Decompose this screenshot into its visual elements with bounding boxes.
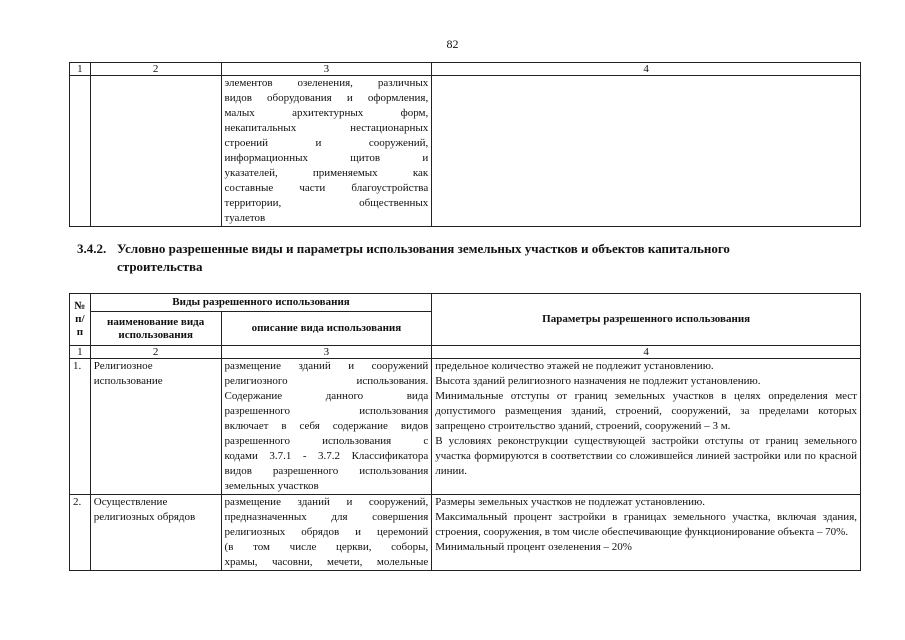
column-number-row xyxy=(70,63,861,76)
param-text: В условиях реконструкции существующей застройки отступы от границ земельного участка формируются в соответствии со сложившейся линией застройки или по красной линии. xyxy=(435,435,857,477)
desc-line: туалетов xyxy=(224,212,266,224)
desc-line: религиозного использования. xyxy=(224,375,429,387)
desc-line: элементов озеленения, различных xyxy=(224,77,429,89)
col-number-4: 4 xyxy=(432,63,861,76)
cell-num: 2. xyxy=(70,495,91,571)
desc-line: храмы, часовни, мечети, молельные xyxy=(224,556,429,568)
section-title-line1: Условно разрешенные виды и параметры использования земельных участков и объектов капитального xyxy=(117,241,730,256)
header-num: № п/п xyxy=(70,294,91,346)
cell-params xyxy=(432,495,861,571)
table-row xyxy=(70,76,861,227)
desc-line: размещение зданий и сооружений, xyxy=(224,496,429,508)
param-text: Минимальные отступы от границ земельных участков в целях определения мест допустимого размещения зданий, строений, сооружений, за пределами которых запрещено строительство зданий, строений, сооружений – 3 м. xyxy=(435,390,857,432)
desc-line: кодами 3.7.1 - 3.7.2 Классификатора xyxy=(224,450,429,462)
conditional-use-table xyxy=(69,293,861,571)
desc-line: включает в себя содержание видов xyxy=(224,420,429,432)
col-number-3: 3 xyxy=(221,346,432,359)
desc-line: строений и сооружений, xyxy=(224,137,429,149)
cell-desc xyxy=(221,359,432,495)
desc-line: размещение зданий и сооружений xyxy=(224,360,429,372)
cell-name: Осуществление религиозных обрядов xyxy=(90,495,221,571)
cell-desc xyxy=(221,495,432,571)
desc-line: малых архитектурных форм, xyxy=(224,107,429,119)
section-number: 3.4.2. xyxy=(77,241,107,256)
header-group: Виды разрешенного использования xyxy=(90,294,432,312)
col-number-2: 2 xyxy=(90,346,221,359)
param-text: Максимальный процент застройки в границах земельного участка, включая здания, строения, сооружения, в том числе обеспечивающие функционирование объекта – 70%. xyxy=(435,511,857,538)
cell-num: 1. xyxy=(70,359,91,495)
cell-desc xyxy=(221,76,432,227)
header-params: Параметры разрешенного использования xyxy=(432,294,861,346)
desc-line: религиозных обрядов и церемоний xyxy=(224,526,429,538)
cell-name xyxy=(90,76,221,227)
header-name: наименование вида использования xyxy=(90,312,221,346)
page-number: 82 xyxy=(446,37,459,51)
cell-params xyxy=(432,76,861,227)
col-number-1: 1 xyxy=(70,346,91,359)
cell-name: Религиозное использование xyxy=(90,359,221,495)
header-row-1 xyxy=(70,294,861,312)
cell-params xyxy=(432,359,861,495)
desc-line: разрешенного использования с xyxy=(224,435,429,447)
desc-line: указателей, применяемых как xyxy=(224,167,429,179)
header-desc: описание вида использования xyxy=(221,312,432,346)
continuation-table xyxy=(69,62,861,227)
table-row xyxy=(70,359,861,495)
col-number-2: 2 xyxy=(90,63,221,76)
param-text: Высота зданий религиозного назначения не подлежит установлению. xyxy=(435,375,761,387)
desc-line: земельных участков xyxy=(224,480,319,492)
desc-line: некапитальных нестационарных xyxy=(224,122,429,134)
column-number-row xyxy=(70,346,861,359)
desc-line: (в том числе церкви, соборы, xyxy=(224,541,429,553)
table-row xyxy=(70,495,861,571)
desc-line: видов разрешенного использования xyxy=(224,465,429,477)
param-text: предельное количество этажей не подлежит установлению. xyxy=(435,360,714,372)
desc-line: предназначенных для совершения xyxy=(224,511,429,523)
desc-line: информационных щитов и xyxy=(224,152,429,164)
col-number-4: 4 xyxy=(432,346,861,359)
col-number-3: 3 xyxy=(221,63,432,76)
param-text: Размеры земельных участков не подлежат установлению. xyxy=(435,496,705,508)
param-text: Минимальный процент озеленения – 20% xyxy=(435,541,632,553)
section-heading xyxy=(77,240,857,276)
desc-line: Содержание данного вида xyxy=(224,390,429,402)
desc-line: составные части благоустройства xyxy=(224,182,429,194)
desc-line: видов оборудования и оформления, xyxy=(224,92,429,104)
desc-line: территории, общественных xyxy=(224,197,429,209)
desc-line: разрешенного использования xyxy=(224,405,429,417)
col-number-1: 1 xyxy=(70,63,91,76)
cell-num xyxy=(70,76,91,227)
section-title-line2: строительства xyxy=(117,259,203,274)
